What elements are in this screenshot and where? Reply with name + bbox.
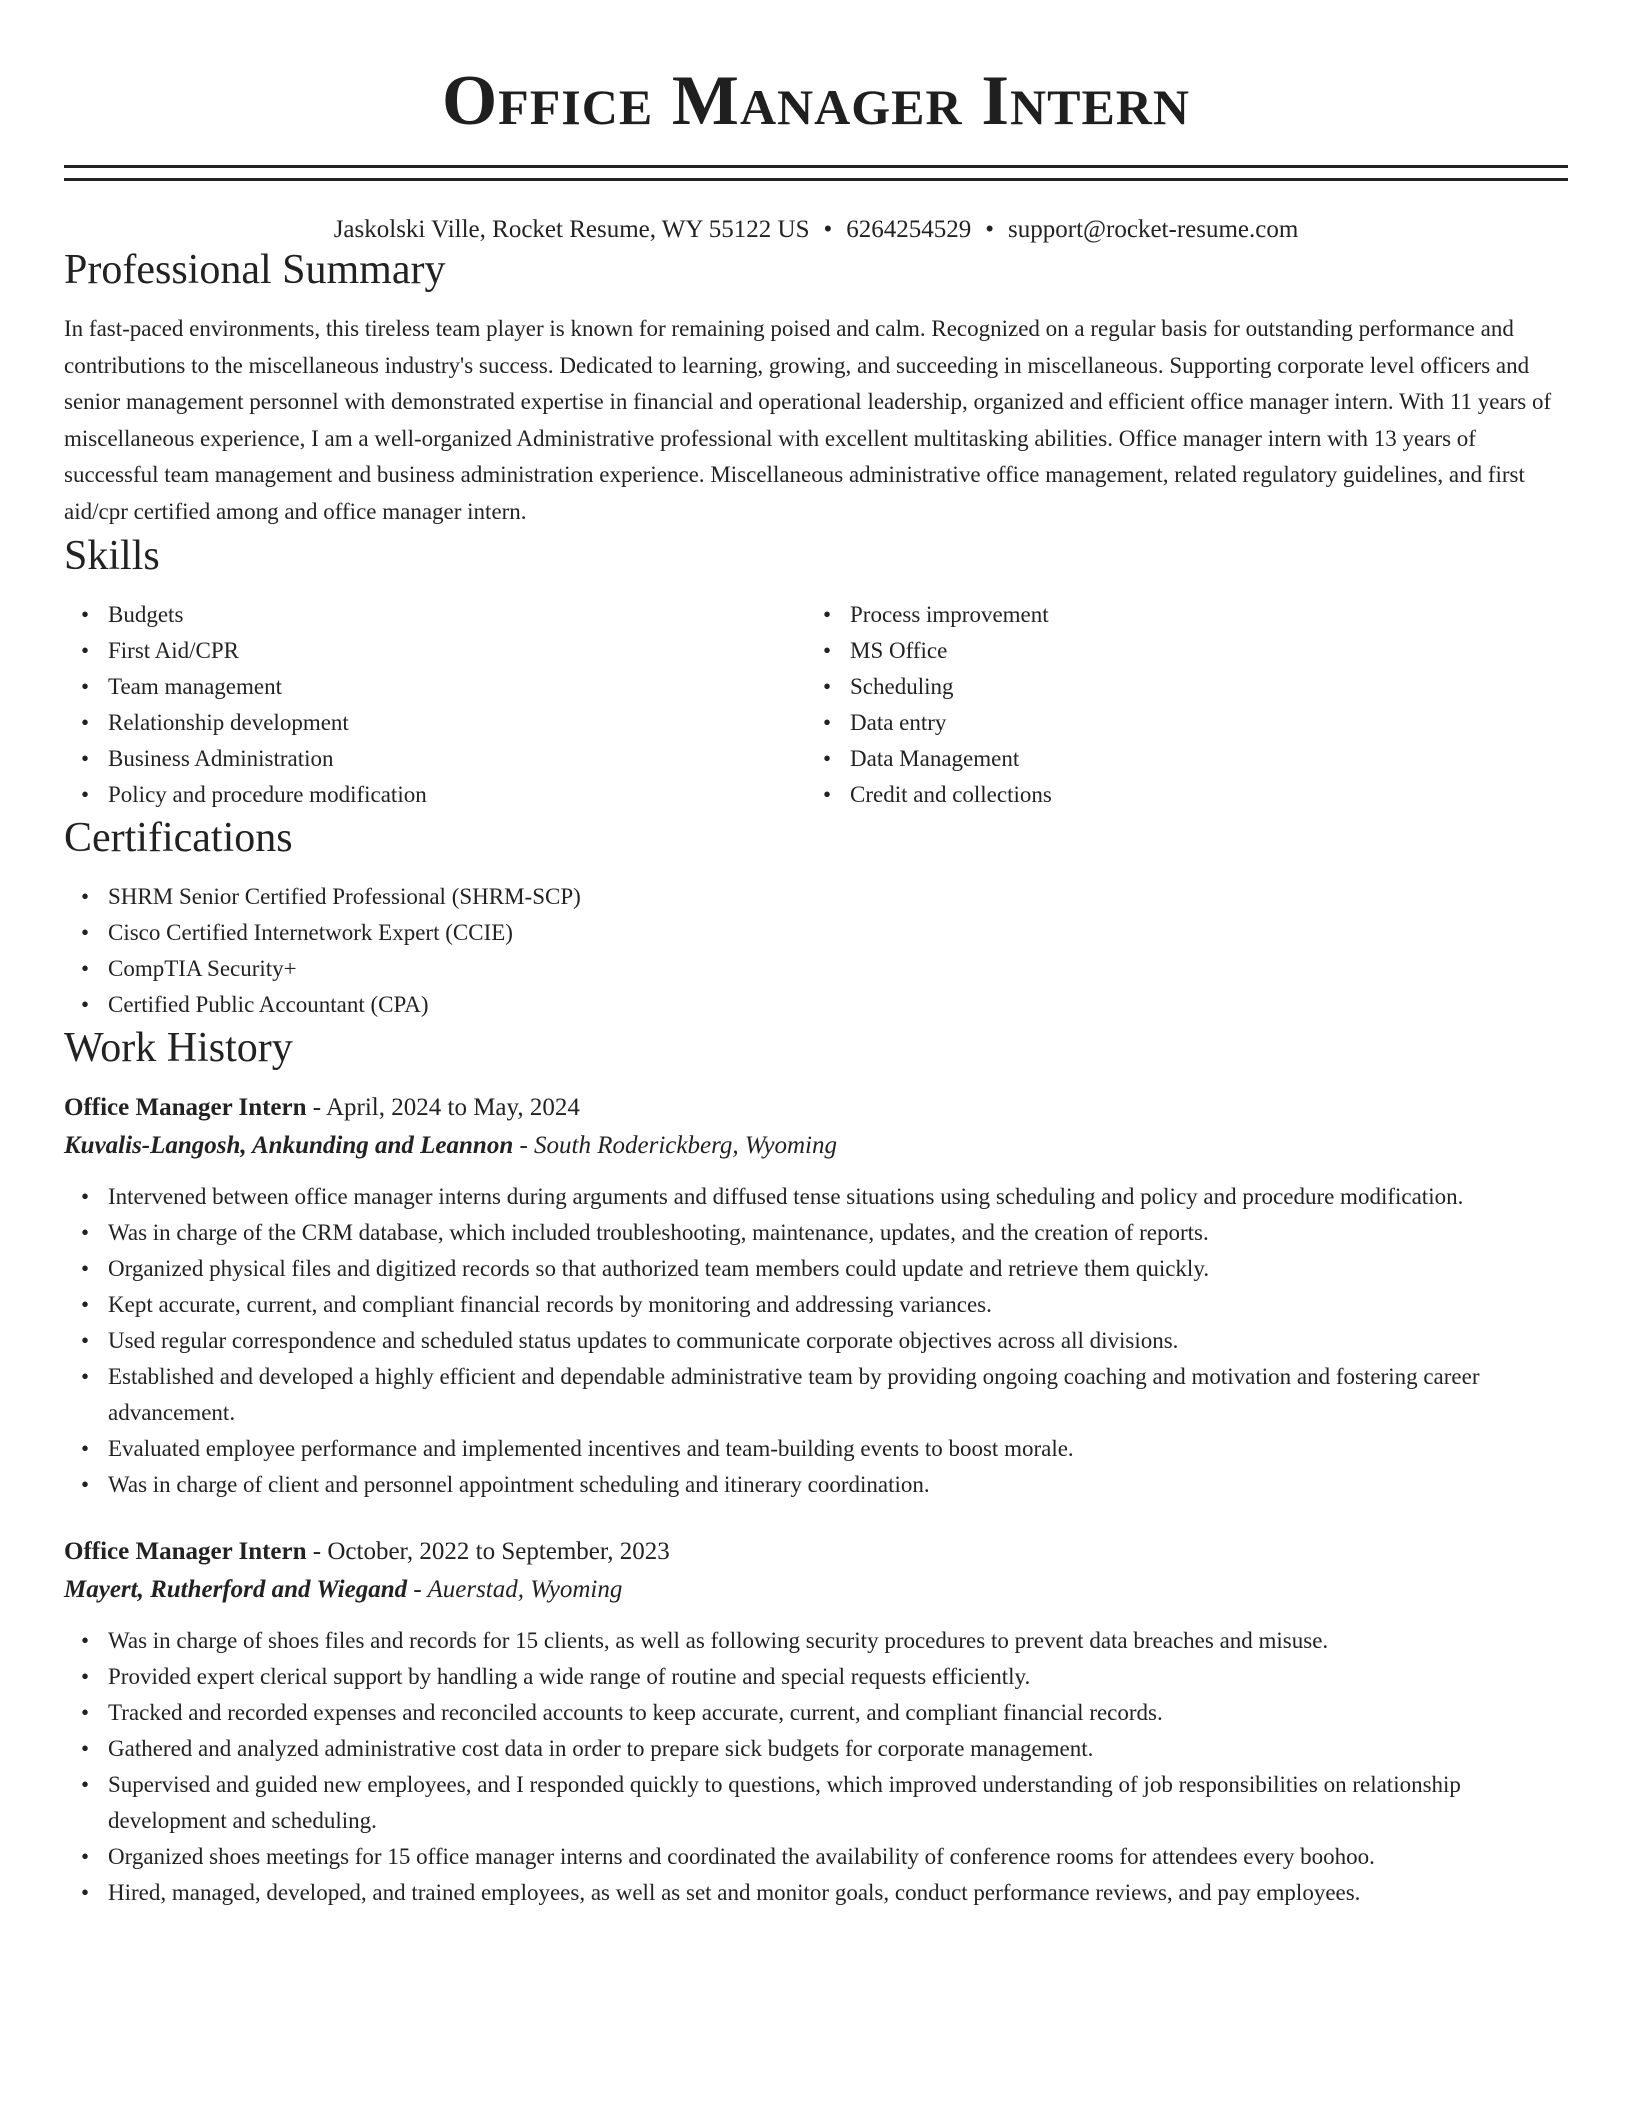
bullet-icon: •	[81, 1879, 90, 1905]
skill-item: • Scheduling	[850, 669, 1548, 705]
contact-address: Jaskolski Ville, Rocket Resume, WY 55122 US	[333, 216, 810, 243]
skill-item: • Relationship development	[108, 705, 806, 741]
job-dates: - October, 2022 to September, 2023	[306, 1537, 670, 1565]
skill-item: • Budgets	[108, 597, 806, 633]
job-bullet: • Was in charge of client and personnel appointment scheduling and itinerary coordination.	[108, 1467, 1568, 1503]
job-bullets	[64, 1179, 1568, 1503]
certifications-list	[64, 879, 1568, 1023]
summary-text: In fast-paced environments, this tireless team player is known for remaining poised and calm. Recognized on a regular basis for outstanding performance and contributions to the miscellaneous industry's success. Dedicated to learning, growing, and succeeding in miscellaneous. Supporting corporate level officers and senior management personnel with demonstrated expertise in financial and operational leadership, organized and efficient office manager intern. With 11 years of miscellaneous experience, I am a well-organized Administrative professional with excellent multitasking abilities. Office manager intern with 13 years of successful team management and business administration experience. Miscellaneous administrative office management, related regulatory guidelines, and first aid/cpr certified among and office manager intern.	[64, 316, 1552, 524]
job-bullet: • Was in charge of the CRM database, which included troubleshooting, maintenance, updates, and the creation of reports.	[108, 1215, 1568, 1251]
bullet-icon: •	[81, 709, 90, 735]
skill-item: • Policy and procedure modification	[108, 777, 806, 813]
job-bullet: • Organized physical files and digitized records so that authorized team members could update and retrieve them quickly.	[108, 1251, 1568, 1287]
job-title: Office Manager Intern	[64, 1093, 307, 1121]
bullet-icon: •	[81, 1255, 90, 1281]
bullet-icon: •	[823, 781, 832, 807]
skill-item: • MS Office	[850, 633, 1548, 669]
resume-title: Office Manager Intern	[441, 62, 1191, 140]
certifications-heading: Certifications	[64, 814, 293, 861]
job-location: - South Roderickberg, Wyoming	[513, 1131, 837, 1159]
bullet-icon: •	[81, 1771, 90, 1797]
job-bullet: • Hired, managed, developed, and trained employees, as well as set and monitor goals, conduct performance reviews, and pay employees.	[108, 1875, 1568, 1911]
title-double-rule	[64, 165, 1568, 181]
summary-heading: Professional Summary	[64, 247, 446, 293]
skill-item: • Business Administration	[108, 741, 806, 777]
job-location: - Auerstad, Wyoming	[407, 1575, 623, 1603]
bullet-icon: •	[81, 1699, 90, 1725]
job-bullet: • Established and developed a highly efficient and dependable administrative team by providing ongoing coaching and motivation and fostering career advancement.	[108, 1359, 1568, 1431]
work-history-heading: Work History	[64, 1024, 293, 1071]
job-bullet: • Gathered and analyzed administrative cost data in order to prepare sick budgets for corporate management.	[108, 1731, 1568, 1767]
job-bullet: • Was in charge of shoes files and records for 15 clients, as well as following security procedures to prevent data breaches and misuse.	[108, 1623, 1568, 1659]
bullet-icon: •	[81, 781, 90, 807]
job-title-line	[64, 1533, 1568, 1571]
certification-item: • CompTIA Security+	[108, 951, 1568, 987]
job-company-line	[64, 1127, 1568, 1165]
bullet-icon: •	[81, 637, 90, 663]
skill-item: • First Aid/CPR	[108, 633, 806, 669]
job-bullet: • Intervened between office manager interns during arguments and diffused tense situations using scheduling and policy and procedure modification.	[108, 1179, 1568, 1215]
job-bullet: • Tracked and recorded expenses and reconciled accounts to keep accurate, current, and compliant financial records.	[108, 1695, 1568, 1731]
bullet-icon: •	[81, 1471, 90, 1497]
job-title-line	[64, 1089, 1568, 1127]
bullet-icon: •	[823, 673, 832, 699]
job-company: Mayert, Rutherford and Wiegand	[64, 1575, 408, 1603]
skill-item: • Data Management	[850, 741, 1548, 777]
job-bullet: • Evaluated employee performance and implemented incentives and team-building events to boost morale.	[108, 1431, 1568, 1467]
contact-phone: 6264254529	[846, 216, 972, 243]
bullet-icon: •	[823, 601, 832, 627]
job-entry	[64, 1089, 1568, 1503]
job-title: Office Manager Intern	[64, 1537, 307, 1565]
skills-columns	[64, 597, 1568, 813]
skills-column-left	[64, 597, 806, 813]
job-dates: - April, 2024 to May, 2024	[306, 1093, 580, 1121]
job-company: Kuvalis-Langosh, Ankunding and Leannon	[64, 1131, 514, 1159]
contact-line	[64, 215, 1568, 245]
bullet-icon: •	[81, 673, 90, 699]
skill-item: • Data entry	[850, 705, 1548, 741]
bullet-icon: •	[81, 1363, 90, 1389]
bullet-icon: •	[81, 1219, 90, 1245]
bullet-icon: •	[81, 1663, 90, 1689]
job-bullet: • Provided expert clerical support by handling a wide range of routine and special requests efficiently.	[108, 1659, 1568, 1695]
skill-item: • Credit and collections	[850, 777, 1548, 813]
bullet-icon: •	[81, 991, 90, 1017]
bullet-icon: •	[823, 745, 832, 771]
skills-column-right	[806, 597, 1548, 813]
skill-item: • Team management	[108, 669, 806, 705]
job-bullet: • Used regular correspondence and scheduled status updates to communicate corporate objectives across all divisions.	[108, 1323, 1568, 1359]
bullet-icon: •	[81, 1735, 90, 1761]
bullet-icon: •	[823, 637, 832, 663]
job-bullet: • Organized shoes meetings for 15 office manager interns and coordinated the availability of conference rooms for attendees every boohoo.	[108, 1839, 1568, 1875]
skills-heading: Skills	[64, 532, 160, 579]
job-bullet: • Kept accurate, current, and compliant financial records by monitoring and addressing variances.	[108, 1287, 1568, 1323]
certification-item: • Certified Public Accountant (CPA)	[108, 987, 1568, 1023]
skills-list-right	[806, 597, 1548, 813]
skill-item: • Process improvement	[850, 597, 1548, 633]
bullet-icon: •	[81, 745, 90, 771]
bullet-icon: •	[81, 1843, 90, 1869]
bullet-icon: •	[81, 919, 90, 945]
contact-separator: •	[985, 216, 995, 243]
bullet-icon: •	[81, 1435, 90, 1461]
certification-item: • SHRM Senior Certified Professional (SHRM-SCP)	[108, 879, 1568, 915]
bullet-icon: •	[81, 1327, 90, 1353]
job-company-line	[64, 1571, 1568, 1609]
certification-item: • Cisco Certified Internetwork Expert (CCIE)	[108, 915, 1568, 951]
skills-list-left	[64, 597, 806, 813]
job-bullet: • Supervised and guided new employees, and I responded quickly to questions, which improved understanding of job responsibilities on relationship development and scheduling.	[108, 1767, 1568, 1839]
bullet-icon: •	[81, 1291, 90, 1317]
contact-separator: •	[823, 216, 833, 243]
bullet-icon: •	[81, 883, 90, 909]
contact-email: support@rocket-resume.com	[1008, 216, 1299, 243]
bullet-icon: •	[81, 1183, 90, 1209]
job-bullets	[64, 1623, 1568, 1911]
bullet-icon: •	[81, 601, 90, 627]
bullet-icon: •	[823, 709, 832, 735]
job-entry	[64, 1533, 1568, 1911]
bullet-icon: •	[81, 1627, 90, 1653]
bullet-icon: •	[81, 955, 90, 981]
